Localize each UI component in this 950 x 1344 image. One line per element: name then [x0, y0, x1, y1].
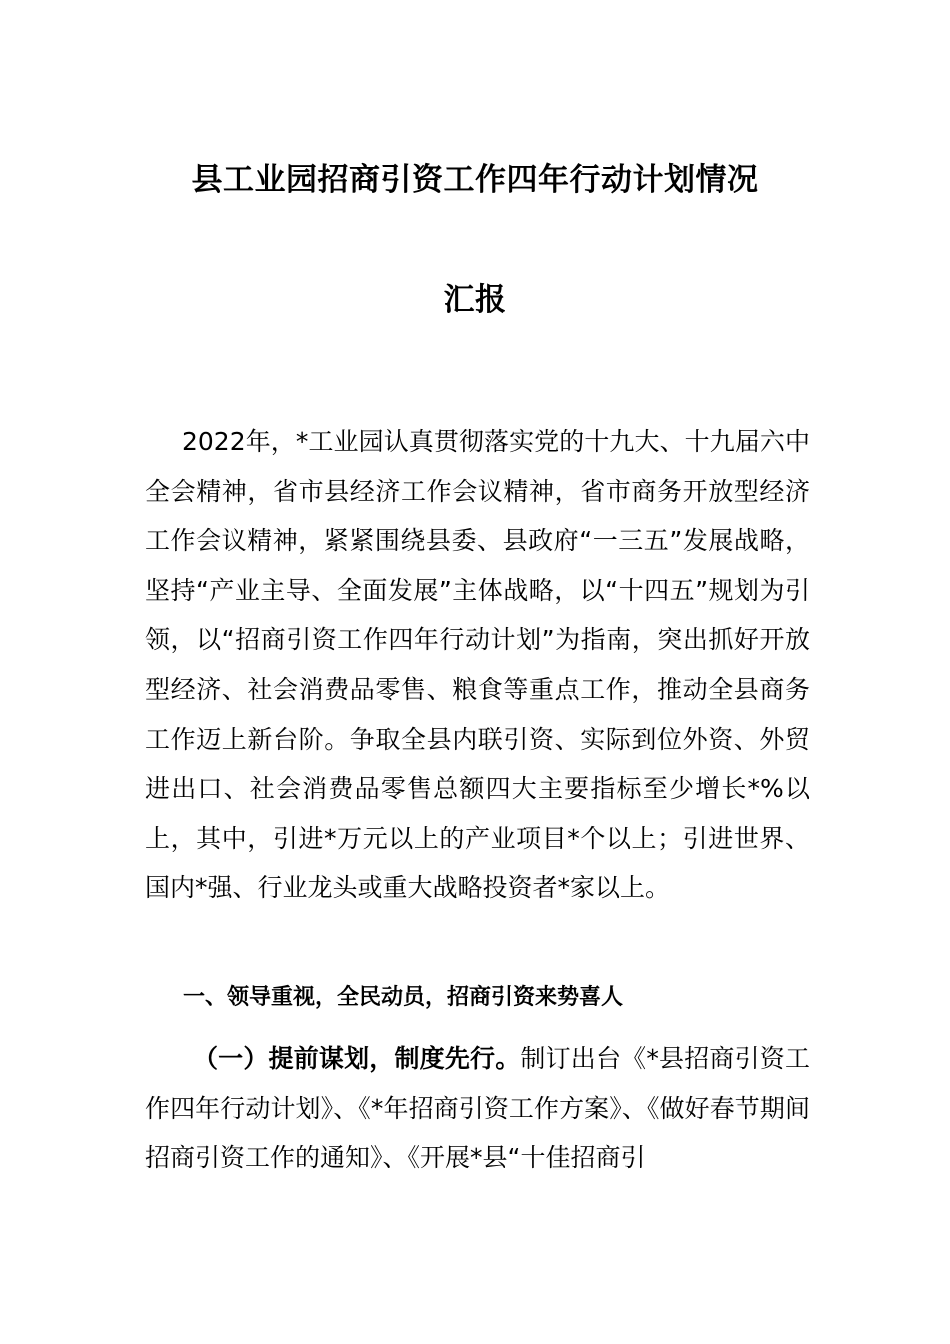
- section-heading-1: 一、领导重视，全民动员，招商引资来势喜人: [183, 985, 624, 1010]
- document-title-line-1: 县工业园招商引资工作四年行动计划情况: [191, 162, 759, 198]
- intro-paragraph: 2022年，*工业园认真贯彻落实党的十九大、十九届六中全会精神，省市县经济工作会议精神，省市商务开放型经济工作会议精神，紧紧围绕县委、县政府“一三五”发展战略，坚持“产业主导、全面发展”主体战略，以“十四五”规划为引领，以“招商引资工作四年行动计划”为指南，突出抓好开放型经济、社会消费品零售、粮食等重点工作，推动全县商务工作迈上新台阶。争取全县内联引资、实际到位外资、外贸进出口、社会消费品零售总额四大主要指标至少增长*%以上，其中，引进*万元以上的产业项目*个以上；引进世界、国内*强、行业龙头或重大战略投资者*家以上。: [145, 427, 810, 903]
- document-title-line-2: 汇报: [443, 282, 507, 318]
- subsection-text-1: 制订出台《*县招商引资工作四年行动计划》、《*年招商引资工作方案》、《做好春节期间招商引资工作的通知》、《开展*县“十佳招商引: [145, 1044, 810, 1173]
- subsection-lead-1: （一）提前谋划，制度先行。: [193, 1044, 521, 1073]
- subsection-paragraph-1: [145, 1034, 810, 1183]
